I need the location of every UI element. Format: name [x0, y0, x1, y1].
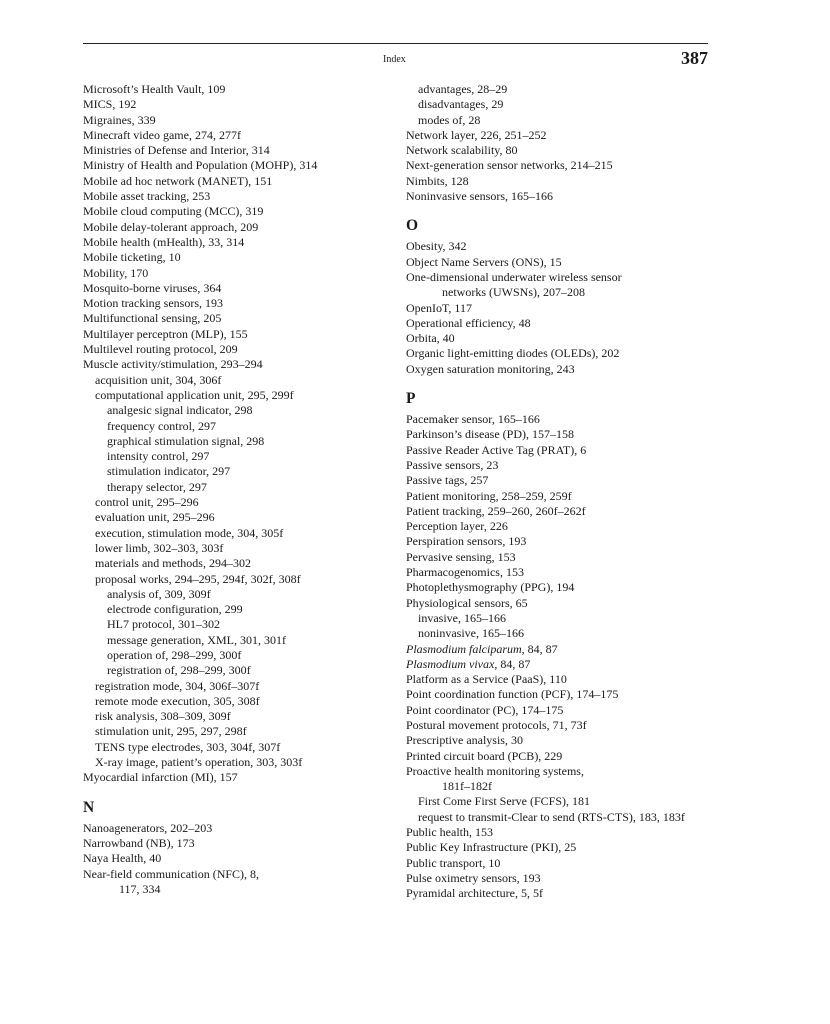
index-entry: Mobility, 170: [83, 265, 149, 280]
index-entry: Oxygen saturation monitoring, 243: [406, 361, 575, 376]
index-subentry: noninvasive, 165–166: [418, 626, 524, 641]
index-entry: Obesity, 342: [406, 239, 467, 254]
index-subentry: graphical stimulation signal, 298: [107, 433, 265, 448]
index-entry: Public health, 153: [406, 825, 493, 840]
index-entry: Pharmacogenomics, 153: [406, 565, 524, 580]
index-subentry: First Come First Serve (FCFS), 181: [418, 794, 591, 809]
index-subentry: lower limb, 302–303, 303f: [95, 540, 224, 555]
index-entry: Passive Reader Active Tag (PRAT), 6: [406, 442, 587, 457]
index-entry: Ministries of Defense and Interior, 314: [83, 143, 270, 158]
index-subentry: modes of, 28: [418, 112, 481, 127]
index-subentry: intensity control, 297: [107, 449, 210, 464]
right-column: [406, 82, 716, 902]
index-entry-species-name: Plasmodium falciparum: [406, 641, 522, 656]
index-entry: Naya Health, 40: [83, 851, 162, 866]
index-entry: Narrowband (NB), 173: [83, 835, 195, 850]
index-subentry: control unit, 295–296: [95, 495, 199, 510]
index-subentry: registration of, 298–299, 300f: [107, 663, 251, 678]
index-subentry: operation of, 298–299, 300f: [107, 647, 242, 662]
index-entry: Motion tracking sensors, 193: [83, 296, 223, 311]
index-entry: Microsoft’s Health Vault, 109: [83, 82, 226, 96]
index-subentry: remote mode execution, 305, 308f: [95, 693, 260, 708]
index-subentry: request to transmit-Clear to send (RTS-CTS), 183, 183f: [418, 809, 685, 824]
index-entry: Muscle activity/stimulation, 293–294: [83, 357, 263, 372]
index-entry: Network scalability, 80: [406, 143, 518, 158]
index-entry: Photoplethysmography (PPG), 194: [406, 580, 575, 595]
index-entry: Noninvasive sensors, 165–166: [406, 189, 553, 204]
section-heading-o: O: [406, 217, 419, 235]
index-entry: Mobile ad hoc network (MANET), 151: [83, 173, 273, 188]
index-subentry: HL7 protocol, 301–302: [107, 617, 220, 632]
index-subentry: registration mode, 304, 306f–307f: [95, 678, 260, 693]
index-subentry: X-ray image, patient’s operation, 303, 303f: [95, 755, 303, 770]
index-entry: Mobile asset tracking, 253: [83, 189, 211, 204]
section-heading-p: P: [406, 390, 416, 408]
index-entry: Multilevel routing protocol, 209: [83, 342, 238, 357]
index-entry: Nanoagenerators, 202–203: [83, 820, 213, 835]
index-entry: Migraines, 339: [83, 112, 156, 127]
index-entry: Myocardial infarction (MI), 157: [83, 770, 238, 785]
index-entries-p: [406, 412, 716, 902]
index-entry: Nimbits, 128: [406, 173, 469, 188]
index-entry: Mobile health (mHealth), 33, 314: [83, 234, 245, 249]
index-entry: Organic light-emitting diodes (OLEDs), 202: [406, 346, 620, 361]
index-entry: Ministry of Health and Population (MOHP), 314: [83, 158, 318, 173]
index-subentry: stimulation indicator, 297: [107, 464, 231, 479]
index-entry: Passive sensors, 23: [406, 457, 499, 472]
index-entry: Public Key Infrastructure (PKI), 25: [406, 840, 577, 855]
index-entry: Mobile ticketing, 10: [83, 250, 181, 265]
page-number: 387: [681, 48, 708, 68]
index-entry: Multifunctional sensing, 205: [83, 311, 222, 326]
section-heading-n: N: [83, 798, 95, 816]
index-entry: Prescriptive analysis, 30: [406, 733, 523, 748]
index-entry: Perception layer, 226: [406, 519, 508, 534]
index-entry: Next-generation sensor networks, 214–215: [406, 158, 613, 173]
index-entry: Physiological sensors, 65: [406, 595, 528, 610]
index-subentry: materials and methods, 294–302: [95, 556, 251, 571]
index-entry: Mobile delay-tolerant approach, 209: [83, 219, 259, 234]
index-entry: Proactive health monitoring systems,: [406, 763, 584, 778]
index-subentry: electrode configuration, 299: [107, 602, 243, 617]
index-entry: Patient monitoring, 258–259, 259f: [406, 488, 572, 503]
index-subentry: execution, stimulation mode, 304, 305f: [95, 525, 284, 540]
index-entry: One-dimensional underwater wireless sensor: [406, 269, 622, 284]
index-entry: Point coordinator (PC), 174–175: [406, 702, 564, 717]
index-entry: [406, 657, 716, 672]
index-entries-n-continued: [406, 82, 716, 204]
header-rule: [83, 43, 708, 44]
index-entry: Mosquito-borne viruses, 364: [83, 280, 222, 295]
index-subentry: message generation, XML, 301, 301f: [107, 632, 286, 647]
index-subentry: risk analysis, 308–309, 309f: [95, 709, 231, 724]
index-subentry: disadvantages, 29: [418, 97, 504, 112]
index-entry: Multilayer perceptron (MLP), 155: [83, 326, 248, 341]
index-entry: Parkinson’s disease (PD), 157–158: [406, 427, 574, 442]
index-subentry: therapy selector, 297: [107, 479, 207, 494]
index-entry-continuation: 117, 334: [119, 881, 161, 896]
index-entry: Pyramidal architecture, 5, 5f: [406, 886, 543, 901]
index-entry: Passive tags, 257: [406, 473, 489, 488]
index-entry: Patient tracking, 259–260, 260f–262f: [406, 503, 586, 518]
index-subentry: analgesic signal indicator, 298: [107, 403, 253, 418]
left-column: [83, 82, 401, 897]
index-subentry: stimulation unit, 295, 297, 298f: [95, 724, 247, 739]
index-entry: Orbita, 40: [406, 331, 455, 346]
index-subentry: invasive, 165–166: [418, 610, 506, 625]
index-entry-species-name: Plasmodium vivax: [406, 656, 495, 671]
index-entry: Mobile cloud computing (MCC), 319: [83, 204, 264, 219]
index-entries-o: [406, 239, 716, 377]
index-subentry: advantages, 28–29: [418, 82, 508, 96]
index-entries-n: [83, 821, 401, 897]
index-entry: Perspiration sensors, 193: [406, 534, 527, 549]
index-entry: Point coordination function (PCF), 174–175: [406, 687, 619, 702]
running-header-title: Index: [383, 54, 406, 65]
index-entry: [406, 642, 716, 657]
index-entry-pages: , 84, 87: [521, 641, 558, 656]
index-entry: Network layer, 226, 251–252: [406, 127, 547, 142]
index-entry: Pulse oximetry sensors, 193: [406, 870, 541, 885]
index-entry-pages: , 84, 87: [494, 656, 531, 671]
index-entry-continuation: 181f–182f: [442, 779, 492, 794]
index-subentry: proposal works, 294–295, 294f, 302f, 308f: [95, 571, 301, 586]
index-entry: Pacemaker sensor, 165–166: [406, 412, 540, 427]
index-entry: Public transport, 10: [406, 855, 501, 870]
index-entry: OpenIoT, 117: [406, 300, 472, 315]
index-entry: Near-field communication (NFC), 8,: [83, 866, 260, 881]
index-entries-m: [83, 82, 401, 786]
index-subentry: frequency control, 297: [107, 418, 216, 433]
index-entry: Operational efficiency, 48: [406, 315, 531, 330]
index-entry: Postural movement protocols, 71, 73f: [406, 717, 587, 732]
index-subentry: acquisition unit, 304, 306f: [95, 372, 222, 387]
index-entry: Minecraft video game, 274, 277f: [83, 127, 241, 142]
index-entry: Pervasive sensing, 153: [406, 549, 516, 564]
index-subentry: computational application unit, 295, 299f: [95, 387, 294, 402]
index-subentry: evaluation unit, 295–296: [95, 510, 215, 525]
index-entry: Printed circuit board (PCB), 229: [406, 748, 563, 763]
index-entry: Object Name Servers (ONS), 15: [406, 254, 562, 269]
index-subentry: TENS type electrodes, 303, 304f, 307f: [95, 739, 281, 754]
index-subentry: analysis of, 309, 309f: [107, 586, 211, 601]
index-entry-continuation: networks (UWSNs), 207–208: [442, 285, 585, 300]
index-entry: Platform as a Service (PaaS), 110: [406, 672, 567, 687]
index-entry: MICS, 192: [83, 97, 137, 112]
